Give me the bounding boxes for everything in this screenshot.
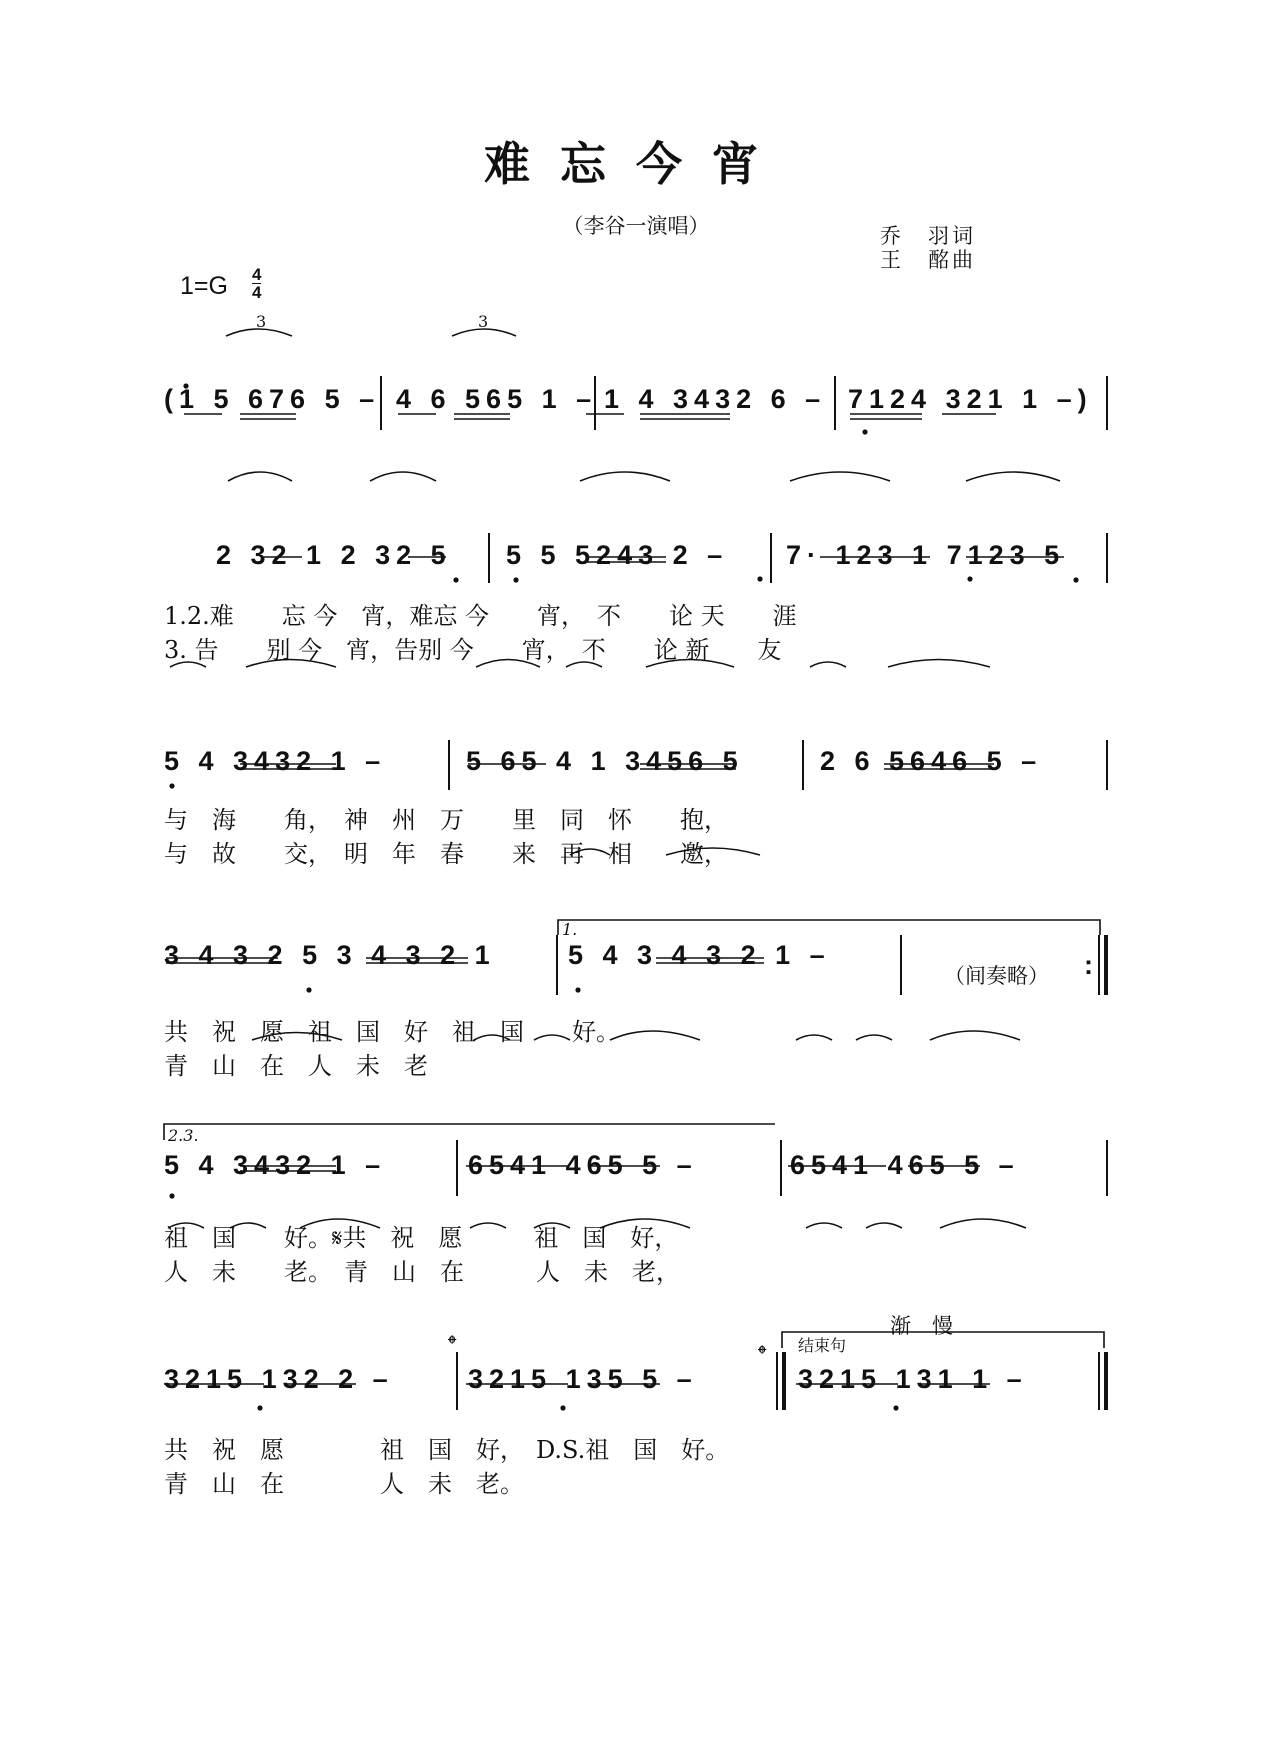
measure-1: (1 5 676 5 – xyxy=(164,384,381,414)
key-signature: 1=G xyxy=(180,272,228,300)
measure-13: 5 4 3432 1 – xyxy=(164,1150,387,1180)
measure-14: 6541 465 5 – xyxy=(468,1150,698,1180)
lyric-verse-1-2: 1.2.难 忘 今 宵，难忘 今 宵， 不 论 天 涯 xyxy=(164,602,797,630)
singer-credit: （李谷一演唱） xyxy=(562,214,710,238)
measure-4: 7124 321 1 –) xyxy=(848,384,1093,414)
measure-5: 2 32 1 2 32 5 xyxy=(216,540,452,570)
triplet-label-1: 3 xyxy=(256,312,267,331)
measure-7: 7· 123 1 7123 5 xyxy=(786,540,1066,570)
measure-8: 5 4 3432 1 – xyxy=(164,746,387,776)
lyric-row6-line1: 共 祝 愿 祖 国 好， D.S.祖 国 好。 xyxy=(164,1436,730,1464)
measure-18: 3215 131 1 – xyxy=(798,1364,1028,1394)
lyric-row4-line2: 青 山 在 人 未 老 xyxy=(164,1052,428,1080)
page-title: 难忘今宵 xyxy=(484,137,788,191)
lyric-row3-line2: 与 故 交， 明 年 春 来 再 相 邀， xyxy=(164,840,728,868)
measure-15: 6541 465 5 – xyxy=(790,1150,1020,1180)
measure-10: 2 6 5646 5 – xyxy=(820,746,1043,776)
measure-12: 5 4 3 4 3 2 1 – xyxy=(568,940,831,970)
composer-credit: 王 酩曲 xyxy=(880,248,976,272)
volta-1-label: 1. xyxy=(562,920,578,939)
volta-2-3-label: 2.3. xyxy=(168,1126,199,1145)
measure-16: 3215 132 2 – xyxy=(164,1364,394,1394)
lyric-verse-3: 3. 告 别 今 宵，告别 今 宵， 不 论 新 友 xyxy=(164,636,782,664)
lyric-row6-line2: 青 山 在 人 未 老。 xyxy=(164,1470,524,1498)
interlude-note: （间奏略） xyxy=(944,964,1049,988)
measure-17: 3215 135 5 – xyxy=(468,1364,698,1394)
measure-2: 4 6 565 1 – xyxy=(396,384,598,414)
time-signature-top: 4 xyxy=(252,265,262,284)
lyric-row3-line1: 与 海 角， 神 州 万 里 同 怀 抱， xyxy=(164,806,728,834)
measure-11: 3 4 3 2 5 3 4 3 2 1 xyxy=(164,940,496,970)
measure-3: 1 4 3432 6 – xyxy=(604,384,827,414)
lyric-row4-line1: 共 祝 愿 祖 国 好 祖 国 好。 xyxy=(164,1018,620,1046)
lyric-row5-line1: 祖 国 好。𝄋共 祝 愿 祖 国 好， xyxy=(164,1224,679,1252)
ending-label: 结束句 xyxy=(798,1336,847,1355)
coda-symbol-2: 𝄌 xyxy=(758,1340,767,1368)
triplet-label-2: 3 xyxy=(478,312,489,331)
measure-9: 5 65 4 1 3456 5 xyxy=(466,746,744,776)
lyricist-credit: 乔 羽词 xyxy=(880,224,976,248)
measure-6: 5 5 5243 2 – xyxy=(506,540,729,570)
lyric-row5-line2: 人 未 老。 青 山 在 人 未 老， xyxy=(164,1258,680,1286)
coda-symbol-1: 𝄌 xyxy=(448,1330,457,1358)
repeat-dots: : xyxy=(1084,950,1093,980)
time-signature-bottom: 4 xyxy=(252,283,262,302)
tempo-mark: 渐 慢 xyxy=(890,1314,953,1338)
